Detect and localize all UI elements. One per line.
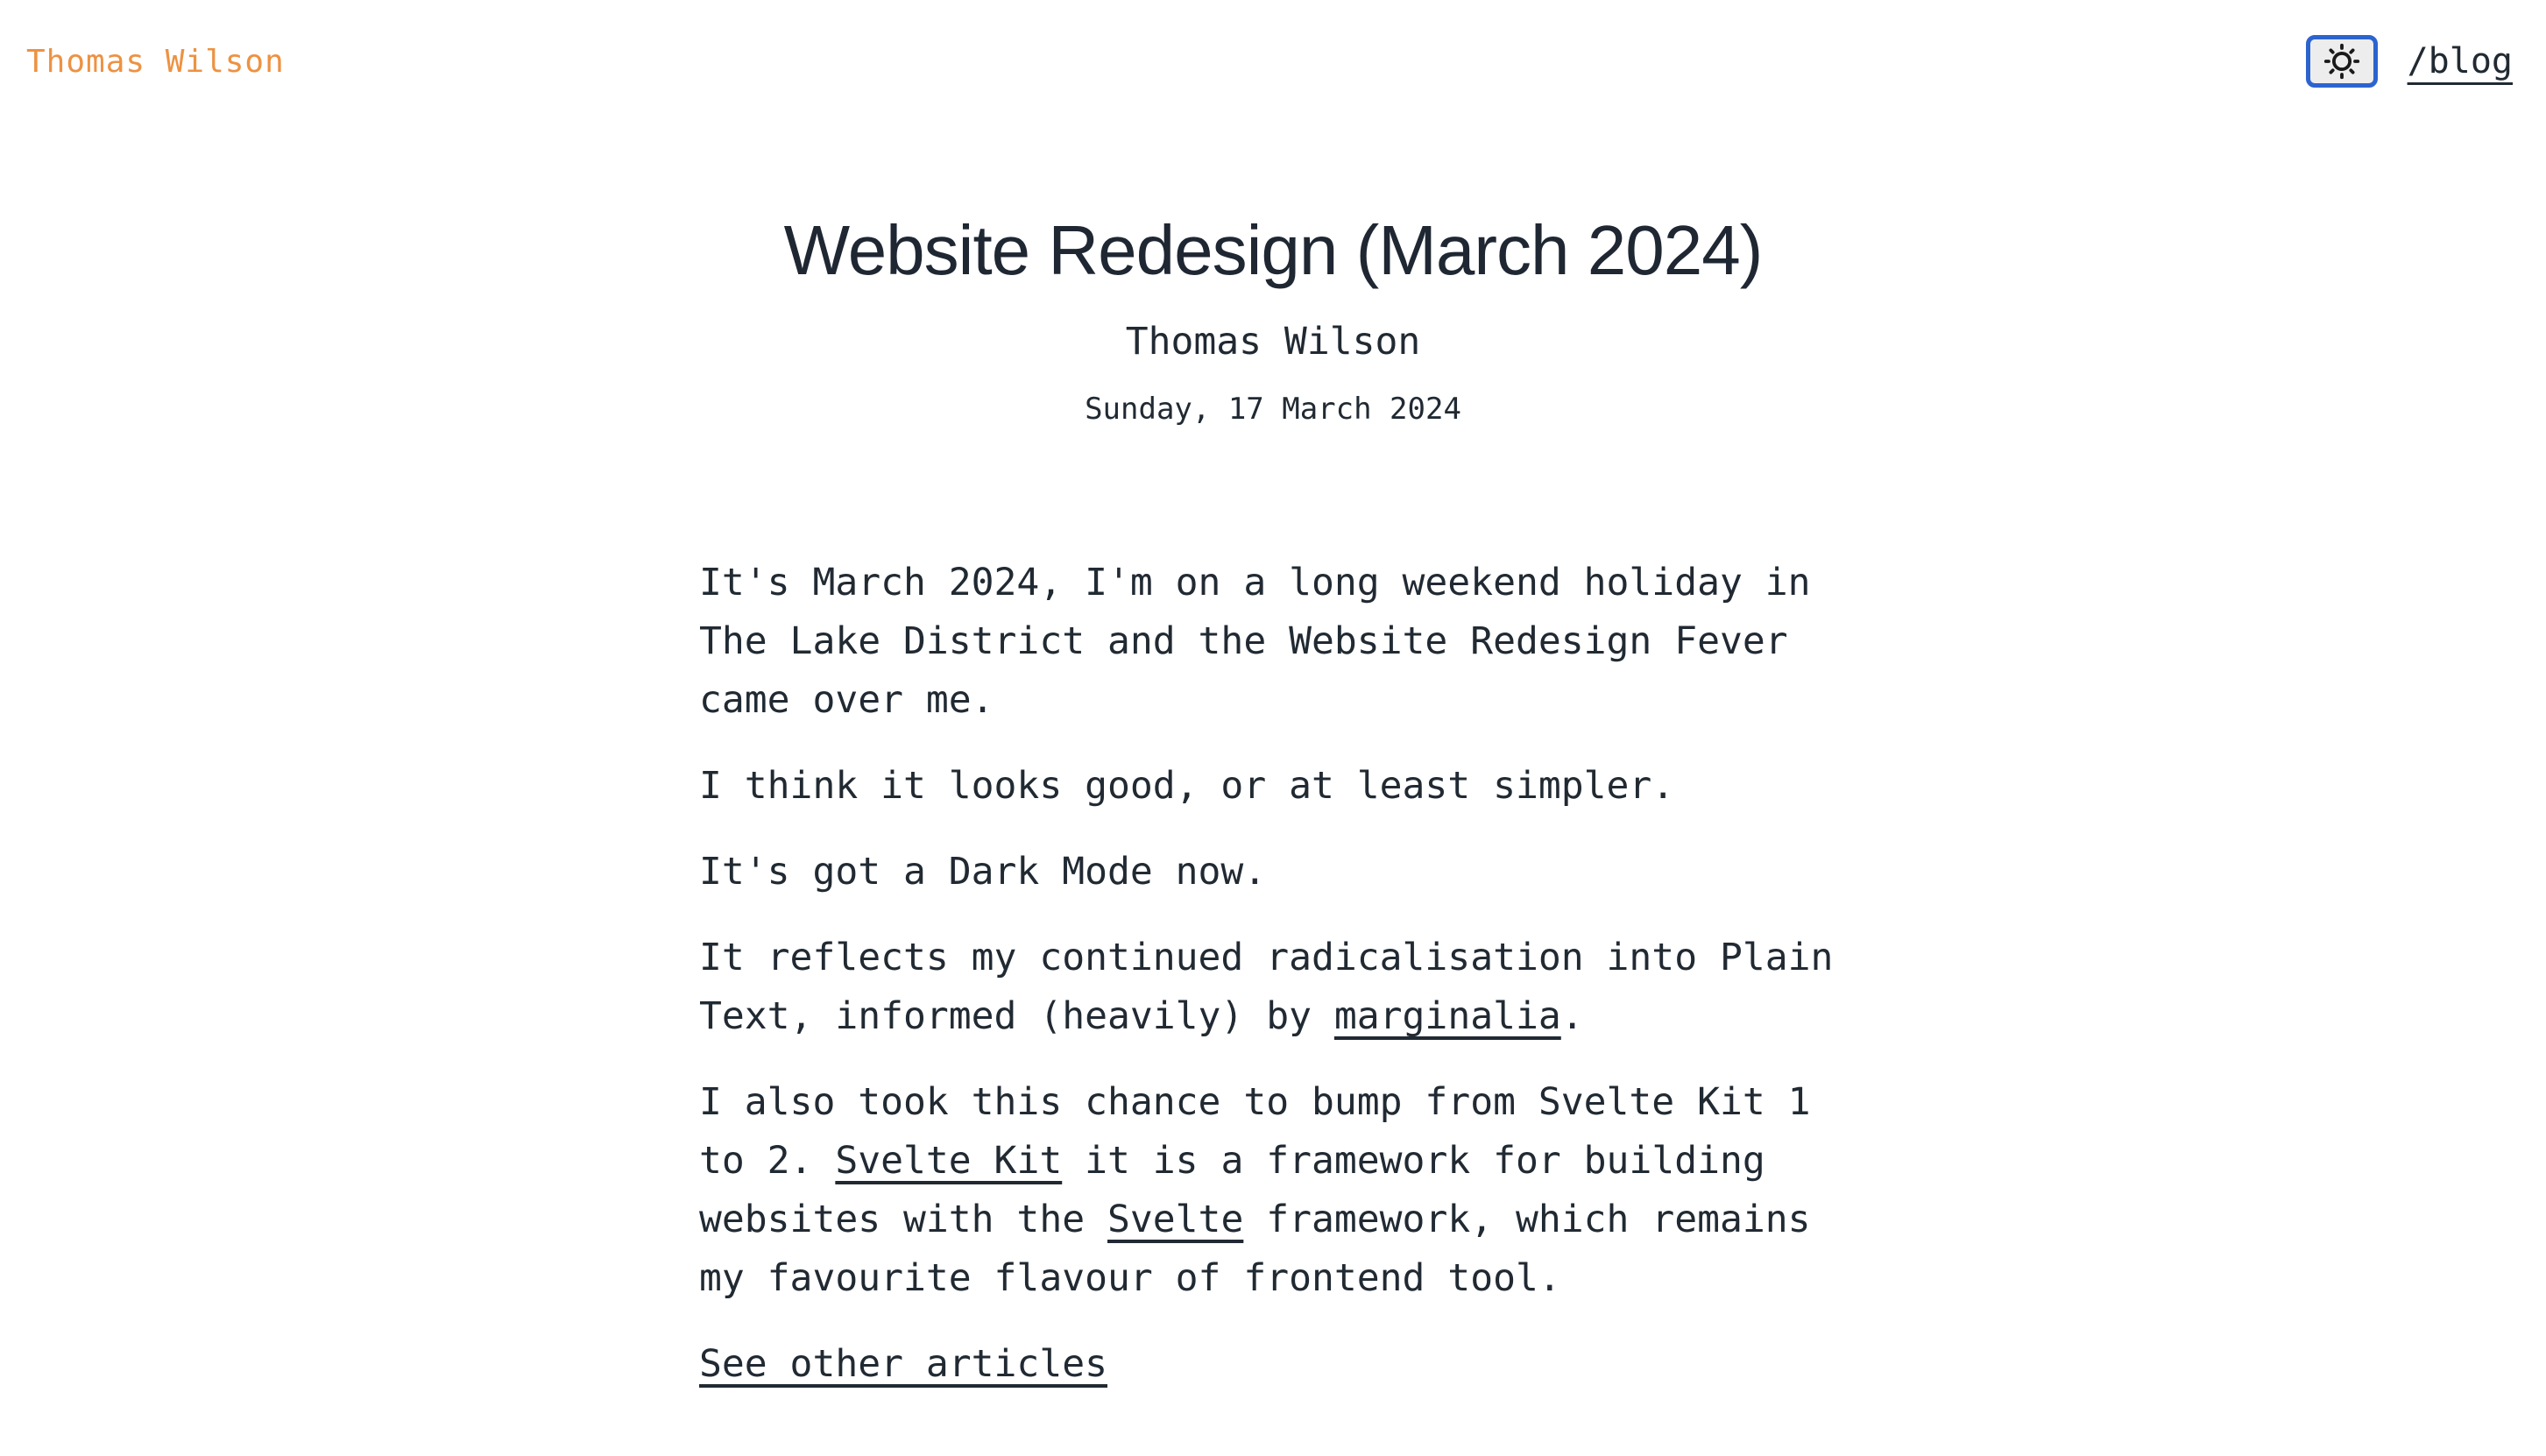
paragraph-text: . xyxy=(1560,993,1584,1038)
paragraph-text: I think it looks good, or at least simpler. xyxy=(699,763,1675,808)
theme-toggle-button[interactable] xyxy=(2306,35,2378,88)
marginalia-link[interactable]: marginalia xyxy=(1333,993,1561,1038)
site-name-link[interactable]: Thomas Wilson xyxy=(26,43,285,80)
article-date: Sunday, 17 March 2024 xyxy=(1085,392,1461,428)
paragraph xyxy=(699,1073,1847,1308)
paragraph xyxy=(699,843,1847,901)
paragraph-text: I also took this chance to bump from Svelte Kit 1 to 2. xyxy=(699,1079,1811,1183)
article-title: Website Redesign (March 2024) xyxy=(783,211,1763,289)
header-right-group xyxy=(2306,35,2513,88)
paragraph-text: It's March 2024, I'm on a long weekend holiday in The Lake District and the Website Redesign Fever came over me. xyxy=(699,560,1811,722)
paragraph-text: it is a framework for building websites with the xyxy=(699,1138,1765,1241)
blog-nav-link[interactable]: /blog xyxy=(2407,41,2513,81)
paragraph-text: It reflects my continued radicalisation into Plain Text, informed (heavily) by xyxy=(699,935,1834,1038)
svelte-kit-link[interactable]: Svelte Kit xyxy=(835,1138,1063,1183)
paragraph-text: framework, which remains my favourite flavour of frontend tool. xyxy=(699,1197,1811,1300)
svelte-link[interactable]: Svelte xyxy=(1107,1197,1244,1241)
page-header xyxy=(0,0,2546,88)
paragraph xyxy=(699,929,1847,1046)
article-body xyxy=(699,554,1847,1394)
paragraph-text: It's got a Dark Mode now. xyxy=(699,849,1267,894)
see-other-articles-paragraph xyxy=(699,1335,1847,1394)
paragraph xyxy=(699,554,1847,730)
paragraph xyxy=(699,757,1847,816)
article-author: Thomas Wilson xyxy=(1125,320,1421,364)
sun-icon xyxy=(2323,43,2360,80)
article-container xyxy=(699,209,1847,1394)
see-other-articles-link[interactable]: See other articles xyxy=(699,1341,1107,1386)
